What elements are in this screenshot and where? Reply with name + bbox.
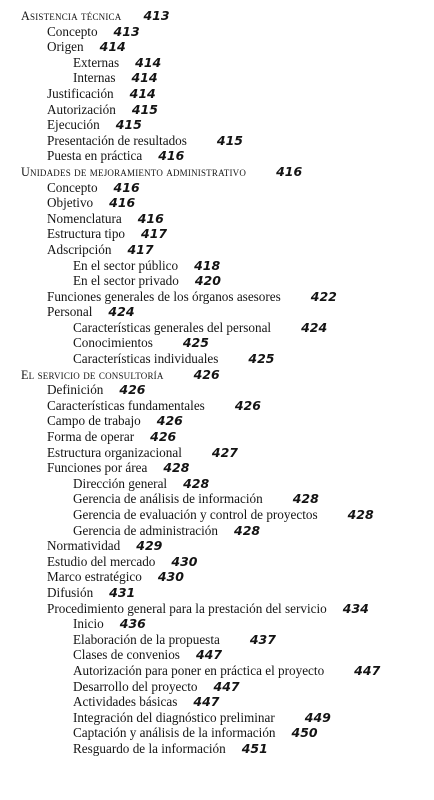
toc-entry xyxy=(0,398,434,414)
toc-page-number: 426 xyxy=(234,397,261,413)
toc-entry xyxy=(0,413,434,429)
toc-entry-label: Funciones por área xyxy=(47,460,148,476)
toc-entry-label: Características individuales xyxy=(73,351,219,367)
toc-entry-label: Inicio xyxy=(73,616,104,632)
toc-entry-label: Gerencia de evaluación y control de proyectos xyxy=(73,507,318,522)
toc-entry xyxy=(0,180,434,196)
toc-page-number: 418 xyxy=(194,257,221,273)
toc-page-number: 429 xyxy=(136,538,163,554)
toc-entry-label: Unidades de mejoramiento administrativo xyxy=(21,164,247,179)
toc-entry xyxy=(0,86,434,102)
toc-page-number: 416 xyxy=(109,195,136,211)
toc-entry-label: Personal xyxy=(47,304,93,320)
toc-entry-label: Gerencia de administración xyxy=(73,522,218,538)
toc-heading-servicio-de-consultoria xyxy=(0,367,434,383)
toc-entry xyxy=(0,304,434,320)
toc-page-number: 425 xyxy=(248,351,275,367)
toc-page-number: 424 xyxy=(301,319,328,335)
toc-subentry xyxy=(0,663,434,679)
toc-entry-label: Estructura organizacional xyxy=(47,444,182,460)
toc-page-number: 415 xyxy=(131,101,158,117)
toc-entry xyxy=(0,382,434,398)
toc-page-number: 434 xyxy=(342,600,369,616)
toc-subentry xyxy=(0,741,434,757)
toc-page-number: 451 xyxy=(241,740,268,756)
toc-subentry xyxy=(0,70,434,86)
toc-entry-label: Adscripción xyxy=(47,241,112,257)
toc-entry-label: Autorización xyxy=(47,101,116,117)
toc-page-number: 430 xyxy=(157,569,184,585)
toc-entry xyxy=(0,601,434,617)
toc-subentry xyxy=(0,725,434,741)
toc-page-number: 416 xyxy=(137,210,164,226)
toc-page-number: 417 xyxy=(141,226,168,242)
toc-entry-label: El servicio de consultoría xyxy=(21,367,164,382)
toc-page-number: 422 xyxy=(310,288,337,304)
toc-subentry xyxy=(0,273,434,289)
toc-entry-label: Forma de operar xyxy=(47,429,135,445)
toc-entry-label: Clases de convenios xyxy=(73,647,180,663)
toc-entry-label: Concepto xyxy=(47,23,98,39)
toc-entry-label: Estudio del mercado xyxy=(47,553,156,569)
toc-page-number: 437 xyxy=(249,631,276,647)
toc-page-number: 414 xyxy=(135,54,162,70)
toc-entry xyxy=(0,585,434,601)
toc-page-number: 413 xyxy=(143,8,170,23)
toc-heading-unidades-de-mejoramiento xyxy=(0,164,434,180)
toc-page-number: 428 xyxy=(183,475,210,491)
toc-entry xyxy=(0,242,434,258)
toc-subentry xyxy=(0,258,434,274)
toc-entry-label: Ejecución xyxy=(47,117,100,133)
toc-subentry xyxy=(0,491,434,507)
toc-page-number: 415 xyxy=(115,117,142,133)
toc-page-number: 450 xyxy=(291,725,318,741)
toc-subentry xyxy=(0,710,434,726)
toc-entry-label: Marco estratégico xyxy=(47,569,142,585)
toc-heading-asistencia-tecnica xyxy=(0,8,434,24)
toc-page-number: 414 xyxy=(129,85,156,101)
toc-entry-label: Justificación xyxy=(47,85,114,101)
toc-page-number: 428 xyxy=(347,507,374,522)
toc-page-number: 449 xyxy=(304,709,331,725)
toc-entry xyxy=(0,148,434,164)
toc-entry xyxy=(0,102,434,118)
toc-subentry xyxy=(0,679,434,695)
toc-entry-label: Resguardo de la información xyxy=(73,740,226,756)
toc-page-number: 416 xyxy=(158,148,185,164)
toc-page-number: 428 xyxy=(163,460,190,476)
toc-page-number: 414 xyxy=(99,39,126,55)
toc-page-number: 431 xyxy=(109,584,136,600)
toc-entry-label: En el sector privado xyxy=(73,273,179,289)
toc-page-number: 427 xyxy=(211,444,238,460)
toc-entry-label: Procedimiento general para la prestación del servicio xyxy=(47,600,327,616)
toc-entry-label: Conocimientos xyxy=(73,335,153,351)
toc-page-number: 416 xyxy=(113,179,140,195)
toc-subentry xyxy=(0,320,434,336)
toc-subentry xyxy=(0,647,434,663)
toc-entry xyxy=(0,195,434,211)
toc-entry xyxy=(0,460,434,476)
toc-entry-label: Desarrollo del proyecto xyxy=(73,678,198,694)
toc-subentry xyxy=(0,523,434,539)
toc-entry-label: Dirección general xyxy=(73,475,168,491)
toc-entry-label: Puesta en práctica xyxy=(47,148,143,164)
toc-entry xyxy=(0,39,434,55)
toc-page-number: 426 xyxy=(150,429,177,445)
toc-page-number: 426 xyxy=(119,382,146,398)
toc-entry-label: Origen xyxy=(47,39,84,55)
toc-subentry xyxy=(0,507,434,523)
toc-entry-label: Gerencia de análisis de información xyxy=(73,491,263,507)
toc-page-number: 414 xyxy=(131,70,158,86)
toc-entry xyxy=(0,133,434,149)
toc-entry-label: Estructura tipo xyxy=(47,226,126,242)
toc-page-number: 416 xyxy=(276,163,303,179)
toc-subentry xyxy=(0,476,434,492)
toc-page-number: 428 xyxy=(292,491,319,507)
toc-entry-label: Asistencia técnica xyxy=(21,9,122,23)
toc-entry-label: Actividades básicas xyxy=(73,694,178,710)
toc-entry-label: Características fundamentales xyxy=(47,397,205,413)
toc-entry-label: Nomenclatura xyxy=(47,210,122,226)
toc-entry-label: Concepto xyxy=(47,179,98,195)
toc-page-number: 447 xyxy=(213,678,240,694)
toc-page-number: 424 xyxy=(108,304,135,320)
toc-entry-label: Integración del diagnóstico preliminar xyxy=(73,709,275,725)
toc-entry xyxy=(0,226,434,242)
toc-page-number: 430 xyxy=(171,553,198,569)
toc-page-number: 415 xyxy=(216,132,243,148)
toc-page-number: 413 xyxy=(113,23,140,39)
toc-entry-label: Autorización para poner en práctica el proyecto xyxy=(73,662,325,678)
toc-entry-label: Elaboración de la propuesta xyxy=(73,631,220,647)
toc-page-number: 417 xyxy=(127,241,154,257)
toc-entry xyxy=(0,211,434,227)
toc-page-number: 447 xyxy=(193,694,220,710)
toc-subentry xyxy=(0,55,434,71)
toc-page-number: 428 xyxy=(234,522,261,538)
toc-entry xyxy=(0,569,434,585)
toc-entry-label: Externas xyxy=(73,54,120,70)
toc-subentry xyxy=(0,351,434,367)
toc-page-number: 436 xyxy=(119,616,146,632)
toc-page-number: 426 xyxy=(156,413,183,429)
toc-entry-label: Definición xyxy=(47,382,104,398)
toc-entry-label: Difusión xyxy=(47,584,94,600)
toc-subentry xyxy=(0,335,434,351)
toc-subentry xyxy=(0,694,434,710)
toc-subentry xyxy=(0,616,434,632)
table-of-contents xyxy=(0,8,434,757)
toc-page-number: 420 xyxy=(194,273,221,289)
toc-page-number: 426 xyxy=(193,366,220,382)
toc-entry-label: Funciones generales de los órganos asesores xyxy=(47,288,281,304)
toc-page-number: 425 xyxy=(182,335,209,351)
toc-page-number: 447 xyxy=(354,662,381,678)
toc-entry xyxy=(0,554,434,570)
toc-entry-label: Captación y análisis de la información xyxy=(73,725,276,741)
toc-subentry xyxy=(0,632,434,648)
toc-page-number: 447 xyxy=(195,647,223,663)
toc-entry-label: Campo de trabajo xyxy=(47,413,141,429)
toc-entry-label: En el sector público xyxy=(73,257,179,273)
toc-entry-label: Características generales del personal xyxy=(73,319,272,335)
toc-entry xyxy=(0,117,434,133)
toc-entry-label: Normatividad xyxy=(47,538,121,554)
toc-entry xyxy=(0,429,434,445)
toc-entry xyxy=(0,445,434,461)
toc-entry xyxy=(0,289,434,305)
toc-entry-label: Objetivo xyxy=(47,195,94,211)
toc-entry xyxy=(0,24,434,40)
toc-entry xyxy=(0,538,434,554)
toc-entry-label: Presentación de resultados xyxy=(47,132,187,148)
toc-entry-label: Internas xyxy=(73,70,116,86)
